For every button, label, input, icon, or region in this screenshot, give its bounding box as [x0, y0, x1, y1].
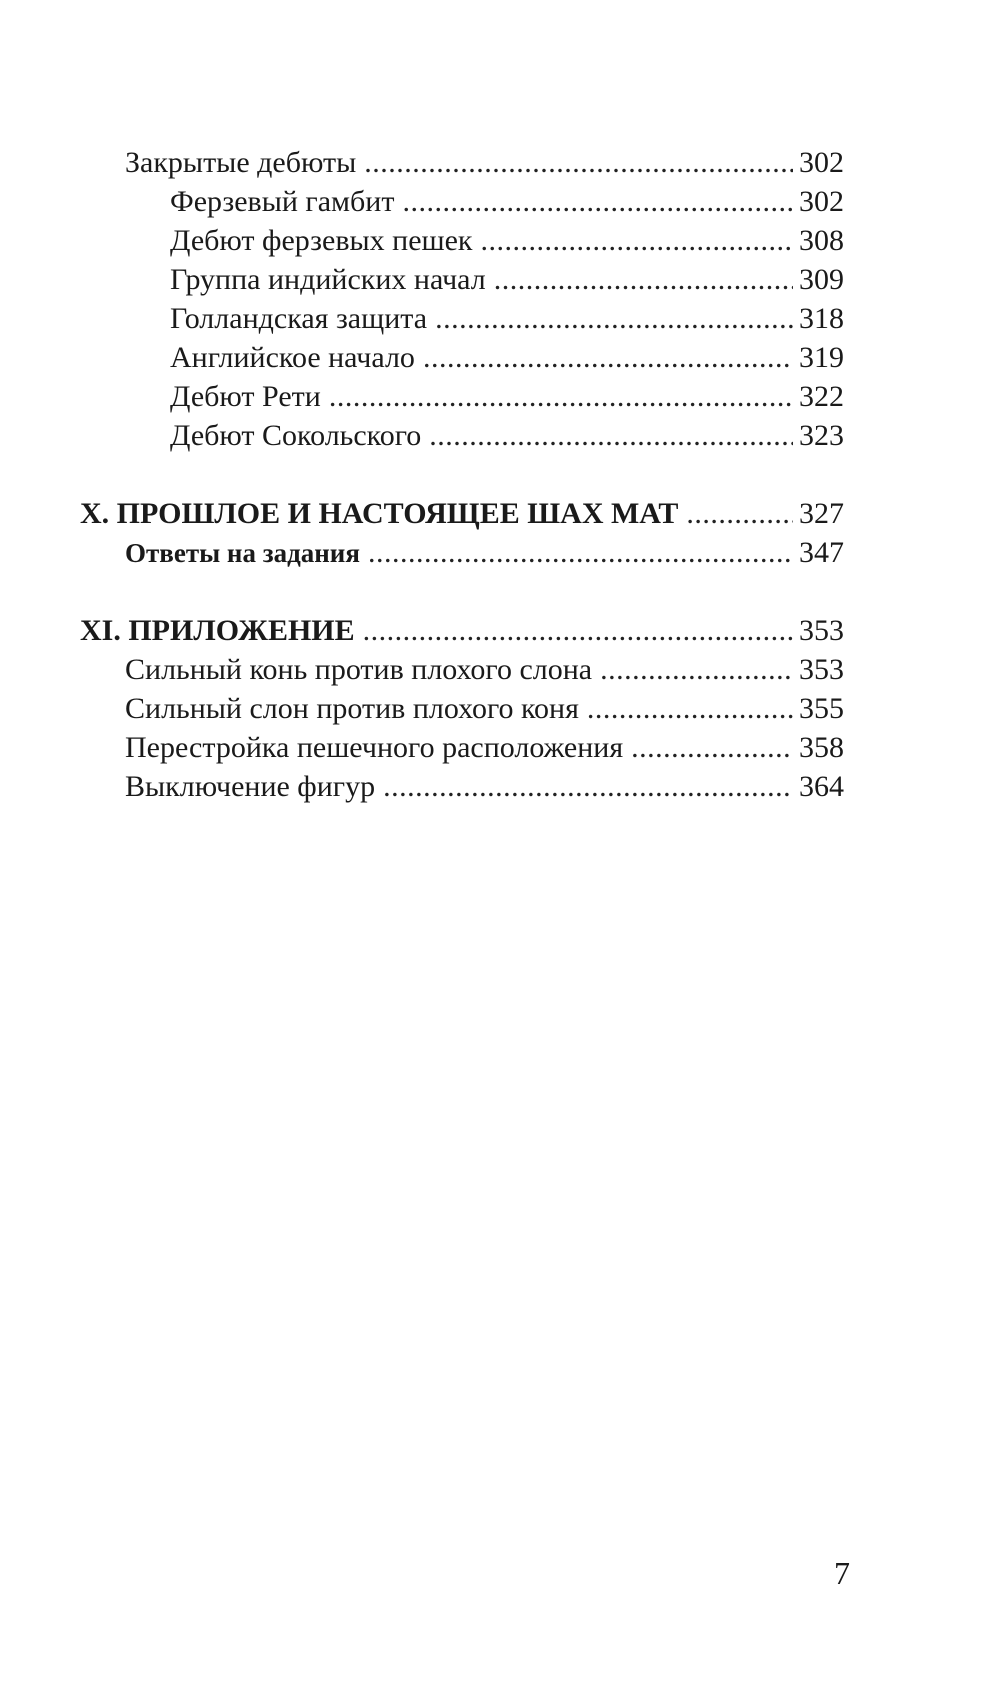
toc-page-number: 353 — [799, 653, 844, 686]
toc-title: Ответы на задания — [125, 538, 360, 568]
toc-leader-dots — [429, 416, 793, 456]
toc-entry-closed-openings — [125, 143, 844, 183]
toc-page-number: 355 — [799, 692, 844, 725]
toc-leader-dots — [423, 338, 793, 378]
toc-entry-pawn-restructure — [125, 728, 844, 768]
toc-entry-queens-pawns — [170, 221, 844, 261]
toc-title: Перестройка пешечного расположения — [125, 731, 624, 764]
toc-leader-dots — [481, 221, 793, 261]
toc-leader-dots — [435, 299, 793, 339]
toc-title: Сильный конь против плохого слона — [125, 653, 593, 686]
toc-entry-reti-opening — [170, 377, 844, 417]
toc-entry-sokolsky-opening — [170, 416, 844, 456]
toc-entry-chapter-x — [80, 494, 844, 534]
toc-page-number: 318 — [799, 302, 844, 335]
toc-entry-strong-knight — [125, 650, 844, 690]
toc-entry-dutch-defense — [170, 299, 844, 339]
toc-leader-dots — [494, 260, 793, 300]
toc-leader-dots — [686, 494, 793, 534]
toc-leader-dots — [383, 767, 793, 807]
toc-title: Сильный слон против плохого коня — [125, 692, 579, 725]
toc-page-number: 302 — [799, 146, 844, 179]
toc-title: Выключение фигур — [125, 770, 376, 803]
toc-entry-indian-group — [170, 260, 844, 300]
toc-page-number: 353 — [799, 614, 844, 647]
toc-entry-answers — [125, 533, 844, 573]
toc-entry-piece-exclusion — [125, 767, 844, 807]
toc-leader-dots — [368, 533, 793, 573]
toc-page-number: 358 — [799, 731, 844, 764]
toc-leader-dots — [363, 611, 793, 651]
toc-leader-dots — [402, 182, 793, 222]
toc-page-number: 319 — [799, 341, 844, 374]
toc-title: Дебют ферзевых пешек — [170, 224, 473, 257]
toc-leader-dots — [600, 650, 793, 690]
toc-entry-queens-gambit — [170, 182, 844, 222]
toc-title: Ферзевый гамбит — [170, 185, 395, 218]
toc-page-number: 364 — [799, 770, 844, 803]
toc-leader-dots — [329, 377, 793, 417]
toc-page-number: 327 — [799, 497, 844, 530]
toc-leader-dots — [587, 689, 793, 729]
toc-title: Голландская защита — [170, 302, 428, 335]
toc-entry-english-opening — [170, 338, 844, 378]
toc-title: Группа индийских начал — [170, 263, 486, 296]
toc-page-number: 309 — [799, 263, 844, 296]
toc-entry-chapter-xi — [80, 611, 844, 651]
toc-page-number: 308 — [799, 224, 844, 257]
toc-page-number: 302 — [799, 185, 844, 218]
toc-page-number: 323 — [799, 419, 844, 452]
toc-title: Английское начало — [170, 341, 415, 374]
toc-title: Закрытые дебюты — [125, 146, 357, 179]
toc-leader-dots — [364, 143, 793, 183]
toc-page-number: 347 — [799, 536, 844, 569]
toc-entry-strong-bishop — [125, 689, 844, 729]
page-number: 7 — [834, 1555, 850, 1591]
toc-chapter-title: X. ПРОШЛОЕ И НАСТОЯЩЕЕ ШАХ МАТ — [80, 497, 679, 530]
toc-title: Дебют Рети — [170, 380, 321, 413]
toc-page-number: 322 — [799, 380, 844, 413]
toc-leader-dots — [631, 728, 793, 768]
toc-chapter-title: XI. ПРИЛОЖЕНИЕ — [80, 614, 355, 647]
toc-title: Дебют Сокольского — [170, 419, 422, 452]
